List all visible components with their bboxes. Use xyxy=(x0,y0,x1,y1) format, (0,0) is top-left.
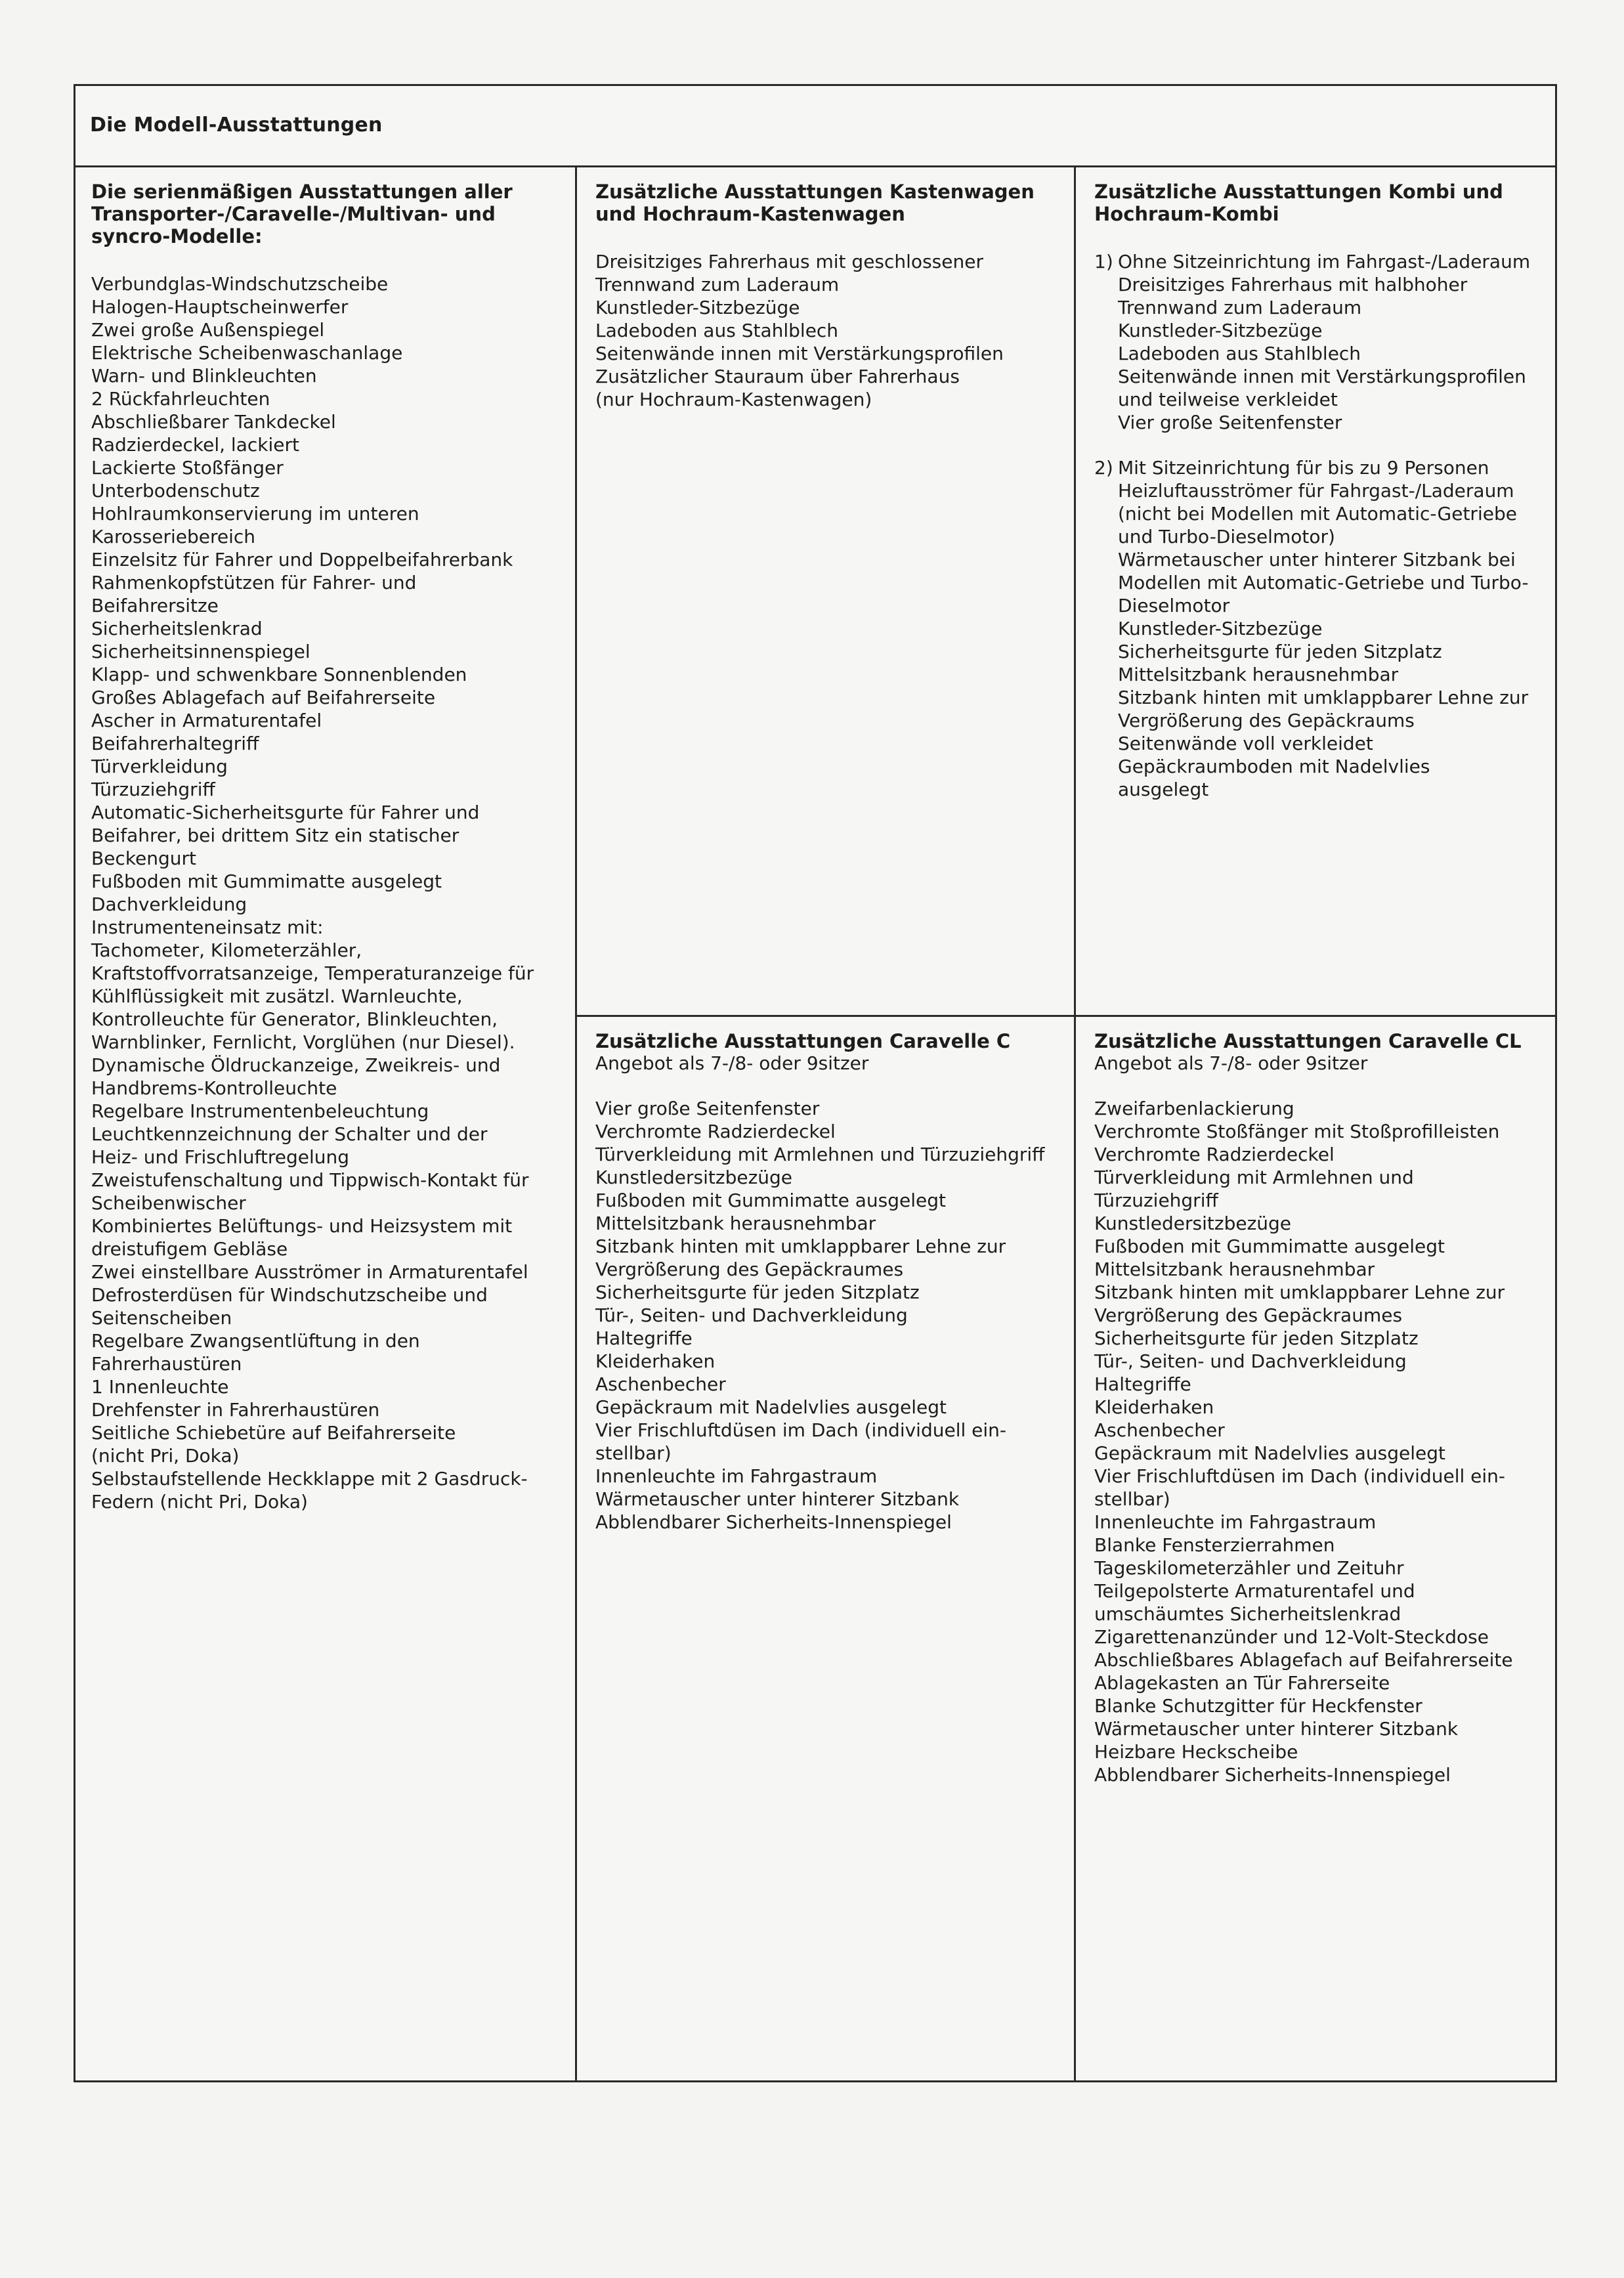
list-item: Mittelsitzbank herausnehmbar xyxy=(1118,664,1399,685)
list-item: Beifahrerhaltegriff xyxy=(91,733,259,754)
list-item: Türverkleidung mit Armlehnen und Türzuziehgriff xyxy=(595,1144,1045,1165)
caravelle-c-subtitle: Angebot als 7-/8- oder 9sitzer xyxy=(595,1052,869,1074)
equipment-table xyxy=(74,84,1557,2082)
list-item: Kunstleder-Sitzbezüge xyxy=(1118,320,1323,341)
list-item: Instrumenteneinsatz mit: xyxy=(91,916,324,938)
list-item: Regelbare Zwangsentlüftung in den xyxy=(91,1330,420,1352)
list-item: Großes Ablagefach auf Beifahrerseite xyxy=(91,687,436,708)
list-item: Vier große Seitenfenster xyxy=(595,1098,820,1119)
list-item: Seitenwände innen mit Verstärkungsprofilen xyxy=(595,343,1004,364)
list-item: Einzelsitz für Fahrer und Doppelbeifahrerbank xyxy=(91,549,513,570)
list-item: Vier große Seitenfenster xyxy=(1118,412,1342,433)
kombi-column xyxy=(1076,167,1555,1017)
list-item: Elektrische Scheibenwaschanlage xyxy=(91,342,403,364)
list-item: Sicherheitsgurte für jeden Sitzplatz xyxy=(1094,1327,1419,1349)
list-item: Ladeboden aus Stahlblech xyxy=(595,320,839,341)
list-item: Teilgepolsterte Armaturentafel und xyxy=(1094,1580,1415,1602)
list-item: Trennwand zum Laderaum xyxy=(1118,297,1362,318)
list-item: Defrosterdüsen für Windschutzscheibe und xyxy=(91,1284,488,1306)
list-item: Tür-, Seiten- und Dachverkleidung xyxy=(595,1304,908,1326)
list-item: Sicherheitsgurte für jeden Sitzplatz xyxy=(1118,641,1442,662)
list-item: Abblendbarer Sicherheits-Innenspiegel xyxy=(595,1511,952,1533)
list-item: dreistufigem Gebläse xyxy=(91,1238,288,1260)
list-item: Kontrolleuchte für Generator, Blinkleuchten, xyxy=(91,1008,498,1030)
list-item: Zwei große Außenspiegel xyxy=(91,319,325,341)
list-item: Mittelsitzbank herausnehmbar xyxy=(1094,1258,1375,1280)
list-item: Ascher in Armaturentafel xyxy=(91,710,322,731)
list-item: Kunstleder-Sitzbezüge xyxy=(595,297,800,318)
list-item: Kunstledersitzbezüge xyxy=(595,1167,793,1188)
list-item: (nicht bei Modellen mit Automatic-Getriebe xyxy=(1118,503,1517,525)
kombi-group xyxy=(1094,456,1541,801)
list-item: Türverkleidung mit Armlehnen und Türzuziehgriff xyxy=(1094,1167,1420,1211)
list-item: Leuchtkennzeichnung der Schalter und der xyxy=(91,1123,488,1145)
list-item: Sicherheitsinnenspiegel xyxy=(91,641,310,662)
list-item: Abschließbarer Tankdeckel xyxy=(91,411,336,433)
list-item: Dreisitziges Fahrerhaus mit halbhoher xyxy=(1118,274,1468,295)
table-header-row xyxy=(75,86,1555,167)
list-item: Ladeboden aus Stahlblech xyxy=(1118,343,1361,364)
list-item: Verchromte Stoßfänger mit Stoßprofilleisten xyxy=(1094,1121,1500,1142)
list-item: Handbrems-Kontrolleuchte xyxy=(91,1077,337,1099)
list-item: Beifahrersitze xyxy=(91,595,219,616)
kombi-group xyxy=(1094,250,1541,434)
group-number: 2) xyxy=(1094,457,1113,479)
kombi-title: Zusätzliche Ausstattungen Kombi und Hochraum-Kombi xyxy=(1094,181,1503,225)
list-item: Rahmenkopfstützen für Fahrer- und xyxy=(91,572,417,593)
list-item: Karosseriebereich xyxy=(91,526,256,548)
serie-title: Die serienmäßigen Ausstattungen aller Transporter-/Caravelle-/Multivan- und syncro-Modelle: xyxy=(91,181,513,247)
list-item: Zigarettenanzünder und 12-Volt-Steckdose xyxy=(1094,1626,1489,1648)
list-item: Ablagekasten an Tür Fahrerseite xyxy=(1094,1672,1390,1694)
list-item: Dreisitziges Fahrerhaus mit geschlossener xyxy=(595,251,983,272)
list-item: Vergrößerung des Gepäckraums xyxy=(1118,710,1415,731)
list-item: Seitenwände innen mit Verstärkungsprofilen xyxy=(1118,366,1526,387)
list-item: Fußboden mit Gummimatte ausgelegt xyxy=(1094,1236,1445,1257)
list-item: Fußboden mit Gummimatte ausgelegt xyxy=(91,870,442,892)
list-item: Automatic-Sicherheitsgurte für Fahrer und xyxy=(91,802,480,823)
serie-list xyxy=(91,272,561,1513)
list-item: Kühlflüssigkeit mit zusätzl. Warnleuchte, xyxy=(91,985,463,1007)
list-item: Vier Frischluftdüsen im Dach (individuell ein- xyxy=(595,1419,1007,1441)
list-item: Verbundglas-Windschutzscheibe xyxy=(91,273,389,295)
list-item: Kombiniertes Belüftungs- und Heizsystem mit xyxy=(91,1215,513,1237)
list-item: Tachometer, Kilometerzähler, xyxy=(91,939,362,961)
list-item: Dynamische Öldruckanzeige, Zweikreis- und xyxy=(91,1054,501,1076)
list-item: Fußboden mit Gummimatte ausgelegt xyxy=(595,1190,946,1211)
list-item: Radzierdeckel, lackiert xyxy=(91,434,299,456)
list-item: Verchromte Radzierdeckel xyxy=(595,1121,836,1142)
list-item: Innenleuchte im Fahrgastraum xyxy=(1094,1511,1377,1533)
list-item: Vergrößerung des Gepäckraumes xyxy=(1094,1304,1403,1326)
kastenwagen-title: Zusätzliche Ausstattungen Kastenwagen und Hochraum-Kastenwagen xyxy=(595,181,1035,225)
kombi-groups xyxy=(1094,250,1541,801)
list-item: Zweistufenschaltung und Tippwisch-Kontakt für xyxy=(91,1169,529,1191)
list-item: Beckengurt xyxy=(91,848,197,869)
list-item: Gepäckraum mit Nadelvlies ausgelegt xyxy=(595,1396,947,1418)
list-item: Kunstleder-Sitzbezüge xyxy=(1118,618,1323,639)
list-item: Blanke Schutzgitter für Heckfenster xyxy=(1094,1695,1422,1717)
group-lines xyxy=(1118,250,1541,434)
caravelle-cl-subtitle: Angebot als 7-/8- oder 9sitzer xyxy=(1094,1052,1368,1074)
list-item: Abschließbares Ablagefach auf Beifahrerseite xyxy=(1094,1649,1513,1671)
list-item: Tageskilometerzähler und Zeituhr xyxy=(1094,1557,1404,1579)
caravelle-c-list xyxy=(595,1097,1059,1534)
list-item: Zusätzlicher Stauraum über Fahrerhaus xyxy=(595,366,960,387)
caravelle-cl-column xyxy=(1076,1017,1555,2080)
list-item: (nur Hochraum-Kastenwagen) xyxy=(595,389,872,410)
list-item: Blanke Fensterzierrahmen xyxy=(1094,1534,1335,1556)
list-item: Zwei einstellbare Ausströmer in Armaturentafel xyxy=(91,1261,528,1283)
list-item: Sitzbank hinten mit umklappbarer Lehne zur xyxy=(1094,1281,1505,1303)
list-item: stellbar) xyxy=(1094,1488,1170,1510)
list-item: Türzuziehgriff xyxy=(91,779,215,800)
serie-column xyxy=(75,167,577,2080)
list-item: Tür-, Seiten- und Dachverkleidung xyxy=(1094,1350,1407,1372)
list-item: Wärmetauscher unter hinterer Sitzbank xyxy=(595,1488,960,1510)
list-item: Trennwand zum Laderaum xyxy=(595,274,840,295)
list-item: Innenleuchte im Fahrgastraum xyxy=(595,1465,878,1487)
caravelle-c-title: Zusätzliche Ausstattungen Caravelle C xyxy=(595,1030,1011,1052)
list-item: Heizbare Heckscheibe xyxy=(1094,1741,1298,1763)
list-item: Vier Frischluftdüsen im Dach (individuell ein- xyxy=(1094,1465,1506,1487)
list-item: Kraftstoffvorratsanzeige, Temperaturanzeige für xyxy=(91,962,534,984)
caravelle-cl-list xyxy=(1094,1097,1541,1786)
list-item: Unterbodenschutz xyxy=(91,480,260,502)
group-lines xyxy=(1118,456,1541,801)
kastenwagen-list xyxy=(595,250,1059,411)
page-title: Die Modell-Ausstattungen xyxy=(90,114,383,137)
list-item: ausgelegt xyxy=(1118,779,1209,800)
list-item: Sicherheitsgurte für jeden Sitzplatz xyxy=(595,1281,920,1303)
list-item: Gepäckraumboden mit Nadelvlies xyxy=(1118,756,1430,777)
list-item: Abblendbarer Sicherheits-Innenspiegel xyxy=(1094,1764,1451,1786)
list-item: Mit Sitzeinrichtung für bis zu 9 Personen xyxy=(1118,457,1489,479)
list-item: Warn- und Blinkleuchten xyxy=(91,365,317,387)
list-item: Vergrößerung des Gepäckraumes xyxy=(595,1258,904,1280)
list-item: Federn (nicht Pri, Doka) xyxy=(91,1491,308,1513)
list-item: und teilweise verkleidet xyxy=(1118,389,1338,410)
list-item: Kunstledersitzbezüge xyxy=(1094,1213,1292,1234)
list-item: Verchromte Radzierdeckel xyxy=(1094,1144,1335,1165)
list-item: Seitliche Schiebetüre auf Beifahrerseite xyxy=(91,1422,456,1444)
list-item: Gepäckraum mit Nadelvlies ausgelegt xyxy=(1094,1442,1445,1464)
list-item: Klapp- und schwenkbare Sonnenblenden xyxy=(91,664,467,685)
list-item: und Turbo-Dieselmotor) xyxy=(1118,526,1335,548)
list-item: Modellen mit Automatic-Getriebe und Turbo- xyxy=(1118,572,1529,593)
list-item: Haltegriffe xyxy=(1094,1373,1191,1395)
list-item: (nicht Pri, Doka) xyxy=(91,1445,240,1467)
list-item: stellbar) xyxy=(595,1442,672,1464)
list-item: Selbstaufstellende Heckklappe mit 2 Gasdruck- xyxy=(91,1468,528,1490)
list-item: Scheibenwischer xyxy=(91,1192,246,1214)
list-item: Wärmetauscher unter hinterer Sitzbank bei xyxy=(1118,549,1516,570)
list-item: Lackierte Stoßfänger xyxy=(91,457,284,479)
list-item: Sicherheitslenkrad xyxy=(91,618,263,639)
list-item: 1 Innenleuchte xyxy=(91,1376,229,1398)
list-item: Haltegriffe xyxy=(595,1327,693,1349)
list-item: Seitenwände voll verkleidet xyxy=(1118,733,1373,754)
list-item: Wärmetauscher unter hinterer Sitzbank xyxy=(1094,1718,1459,1740)
caravelle-c-column xyxy=(577,1017,1076,2080)
list-item: Ohne Sitzeinrichtung im Fahrgast-/Laderaum xyxy=(1118,251,1531,272)
list-item: Regelbare Instrumentenbeleuchtung xyxy=(91,1100,429,1122)
list-item: Seitenscheiben xyxy=(91,1307,232,1329)
list-item: Beifahrer, bei drittem Sitz ein statischer xyxy=(91,825,459,846)
list-item: Aschenbecher xyxy=(595,1373,726,1395)
list-item: Kleiderhaken xyxy=(1094,1396,1214,1418)
group-number: 1) xyxy=(1094,251,1113,272)
list-item: Hohlraumkonservierung im unteren xyxy=(91,503,419,525)
kastenwagen-column xyxy=(577,167,1076,1017)
list-item: Halogen-Hauptscheinwerfer xyxy=(91,296,349,318)
list-item: Sitzbank hinten mit umklappbarer Lehne zur xyxy=(1118,687,1529,708)
list-item: umschäumtes Sicherheitslenkrad xyxy=(1094,1603,1401,1625)
list-item: Sitzbank hinten mit umklappbarer Lehne zur xyxy=(595,1236,1006,1257)
list-item: Türverkleidung xyxy=(91,756,228,777)
list-item: Kleiderhaken xyxy=(595,1350,716,1372)
list-item: 2 Rückfahrleuchten xyxy=(91,388,270,410)
list-item: Zweifarbenlackierung xyxy=(1094,1098,1294,1119)
list-item: Mittelsitzbank herausnehmbar xyxy=(595,1213,876,1234)
list-item: Dachverkleidung xyxy=(91,893,247,915)
list-item: Fahrerhaustüren xyxy=(91,1353,242,1375)
list-item: Aschenbecher xyxy=(1094,1419,1225,1441)
list-item: Dieselmotor xyxy=(1118,595,1230,616)
caravelle-cl-title: Zusätzliche Ausstattungen Caravelle CL xyxy=(1094,1030,1522,1052)
list-item: Heizluftausströmer für Fahrgast-/Laderaum xyxy=(1118,480,1514,502)
list-item: Drehfenster in Fahrerhaustüren xyxy=(91,1399,380,1421)
list-item: Heiz- und Frischluftregelung xyxy=(91,1146,350,1168)
list-item: Warnblinker, Fernlicht, Vorglühen (nur Diesel). xyxy=(91,1031,515,1053)
